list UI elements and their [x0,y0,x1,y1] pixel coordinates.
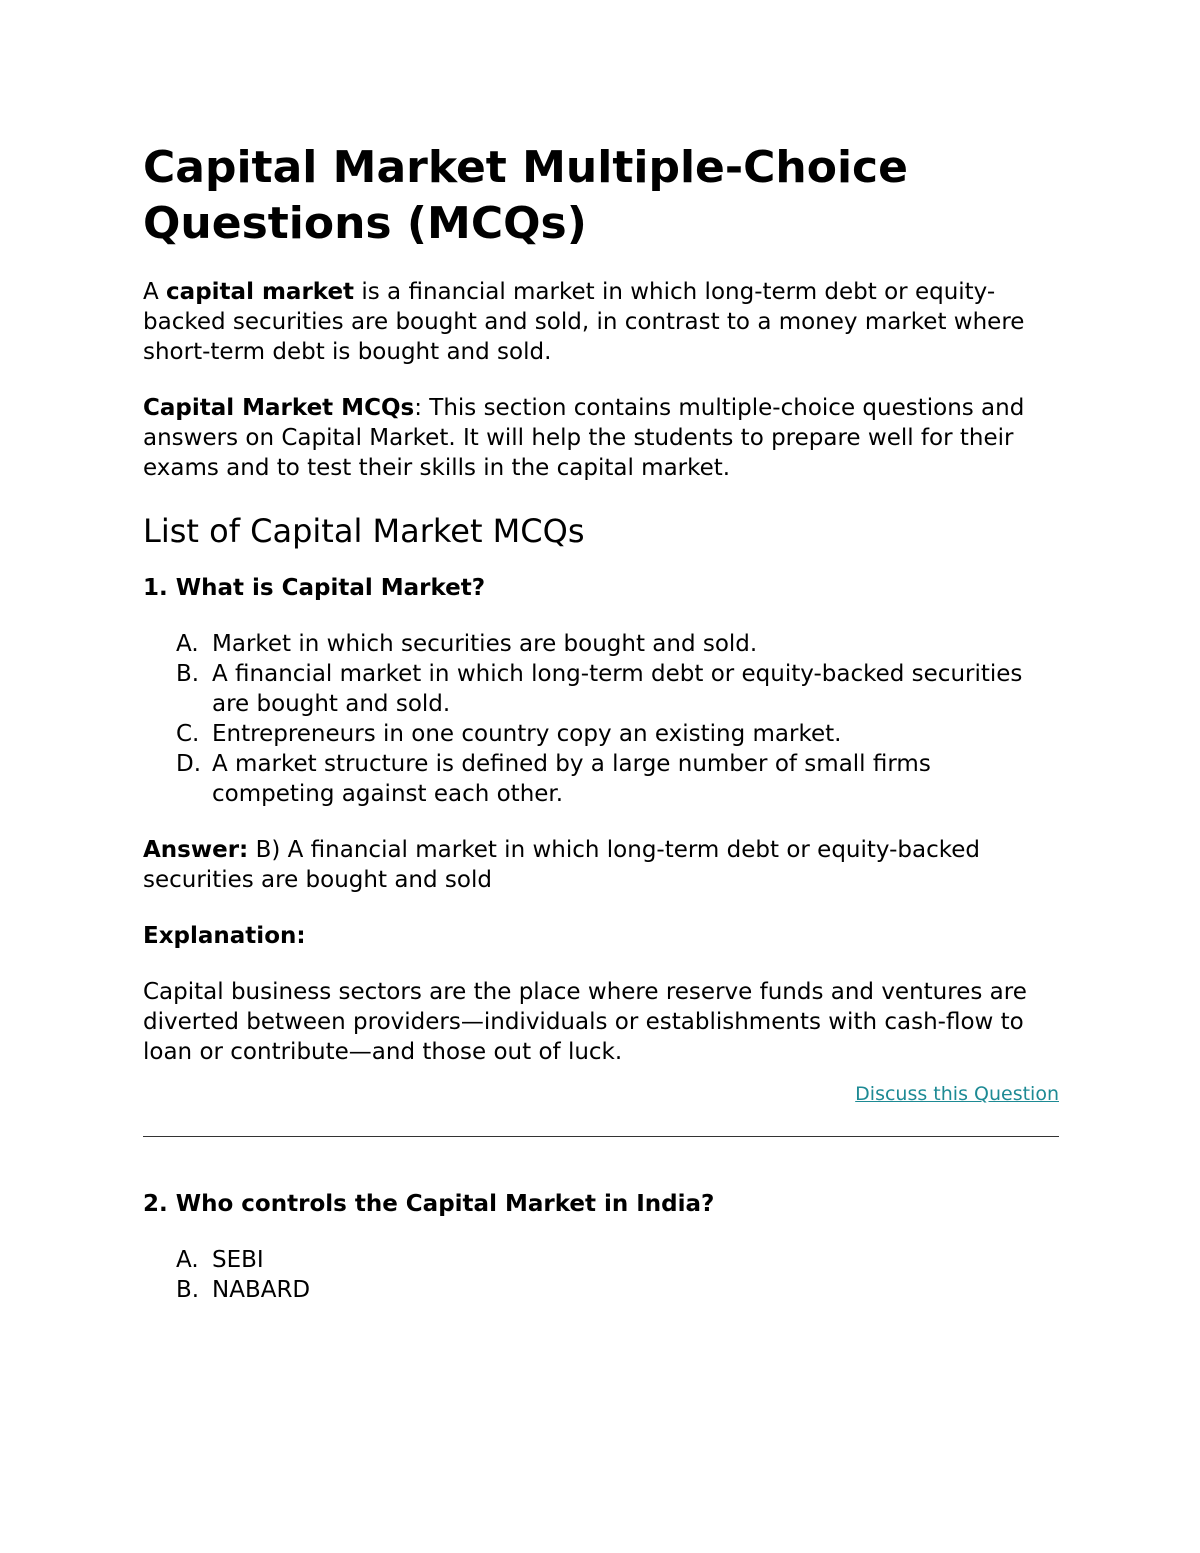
question-block-2 [143,1189,1059,1305]
answer-label: Answer: [143,837,249,863]
question-2-text: 2. Who controls the Capital Market in India? [143,1191,715,1217]
option-text: A financial market in which long-term debt or equity-backed securities are bought and sold. [212,661,1023,717]
mcq-intro-bold-term: Capital Market MCQs [143,395,415,421]
explanation-text: Capital business sectors are the place where reserve funds and ventures are diverted between providers—individuals or establishments with cash-flow to loan or contribute—and those out of luck. [143,979,1027,1065]
question-1-options [143,629,1059,809]
intro-rest: is a financial market in which long-term debt or equity-backed securities are bought and sold, in contrast to a money market where short-term debt is bought and sold. [143,279,1025,365]
question-divider [143,1136,1059,1137]
answer-1 [143,835,1059,895]
option-letter: B. [176,1277,200,1303]
option-1c [143,719,1059,749]
explanation-label: Explanation: [143,923,306,949]
discuss-question-link[interactable]: Discuss this Question [855,1083,1059,1105]
mcq-intro-rest: : This section contains multiple-choice questions and answers on Capital Market. It will help the students to prepare well for their exams and to test their skills in the capital market. [143,395,1025,481]
option-1d [143,749,1059,809]
option-letter: A. [176,1247,199,1273]
option-1a [143,629,1059,659]
option-letter: D. [176,751,202,777]
question-2-options [143,1245,1059,1305]
option-1b [143,659,1059,719]
intro-prefix: A [143,279,167,305]
option-text: SEBI [212,1247,264,1273]
mcq-intro-paragraph [143,393,1059,483]
question-1-text: 1. What is Capital Market? [143,575,486,601]
discuss-row [143,1081,1059,1107]
section-heading: List of Capital Market MCQs [143,512,585,550]
option-letter: C. [176,721,200,747]
intro-bold-term: capital market [166,279,355,305]
option-text: A market structure is defined by a large number of small firms competing against each other. [212,751,931,807]
option-text: NABARD [212,1277,311,1303]
document-page [143,140,1059,1305]
option-letter: A. [176,631,199,657]
page-title: Capital Market Multiple-Choice Questions (MCQs) [143,142,908,249]
option-letter: B. [176,661,200,687]
option-text: Market in which securities are bought and sold. [212,631,758,657]
answer-text: B) A financial market in which long-term debt or equity-backed securities are bought and sold [143,837,980,893]
option-2b [143,1275,1059,1305]
intro-paragraph [143,277,1059,367]
option-text: Entrepreneurs in one country copy an existing market. [212,721,842,747]
question-block-1 [143,573,1059,1107]
option-2a [143,1245,1059,1275]
